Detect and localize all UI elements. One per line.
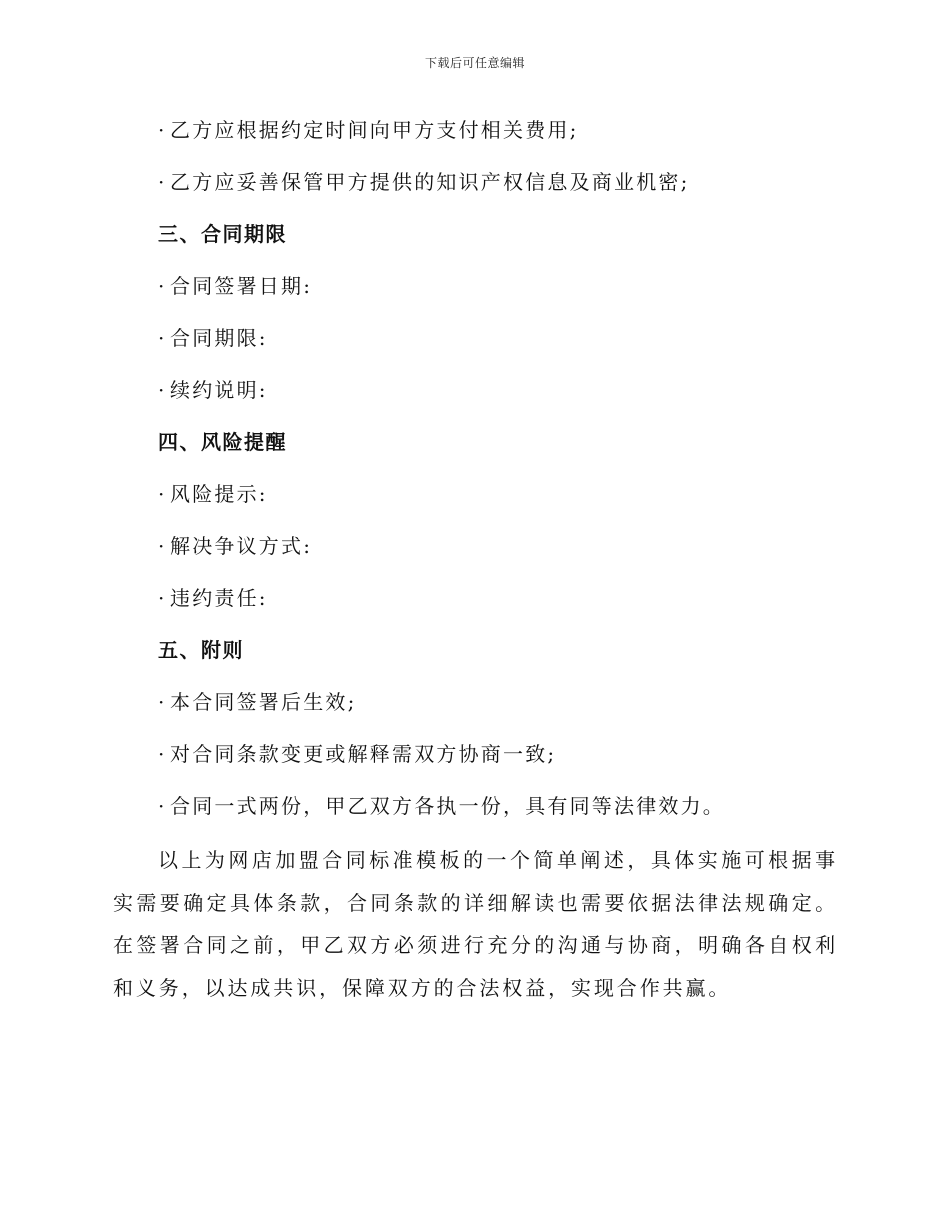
clause-payment: · 乙方应根据约定时间向甲方支付相关费用;	[113, 104, 838, 156]
clause-amendment: · 对合同条款变更或解释需双方协商一致;	[113, 728, 838, 780]
section-heading-supplementary: 五、附则	[158, 638, 244, 662]
clause-dispute-resolution: · 解决争议方式:	[113, 520, 838, 572]
clause-breach-liability: · 违约责任:	[113, 572, 838, 624]
clause-term: · 合同期限:	[113, 312, 838, 364]
clause-copies: · 合同一式两份，甲乙双方各执一份，具有同等法律效力。	[113, 780, 838, 832]
section-heading-risk: 四、风险提醒	[158, 430, 287, 454]
document-body	[113, 104, 838, 1009]
clause-confidentiality: · 乙方应妥善保管甲方提供的知识产权信息及商业机密;	[113, 156, 838, 208]
closing-paragraph: 以上为网店加盟合同标准模板的一个简单阐述，具体实施可根据事实需要确定具体条款，合同条款的详细解读也需要依据法律法规确定。在签署合同之前，甲乙双方必须进行充分的沟通与协商，明确各自权利和义务，以达成共识，保障双方的合法权益，实现合作共赢。	[113, 848, 838, 1000]
clause-risk-notice: · 风险提示:	[113, 468, 838, 520]
page-header-note: 下载后可任意编辑	[424, 56, 525, 70]
clause-effective: · 本合同签署后生效;	[113, 676, 838, 728]
section-heading-term: 三、合同期限	[158, 222, 287, 246]
clause-sign-date: · 合同签署日期:	[113, 260, 838, 312]
clause-renewal: · 续约说明:	[113, 364, 838, 416]
